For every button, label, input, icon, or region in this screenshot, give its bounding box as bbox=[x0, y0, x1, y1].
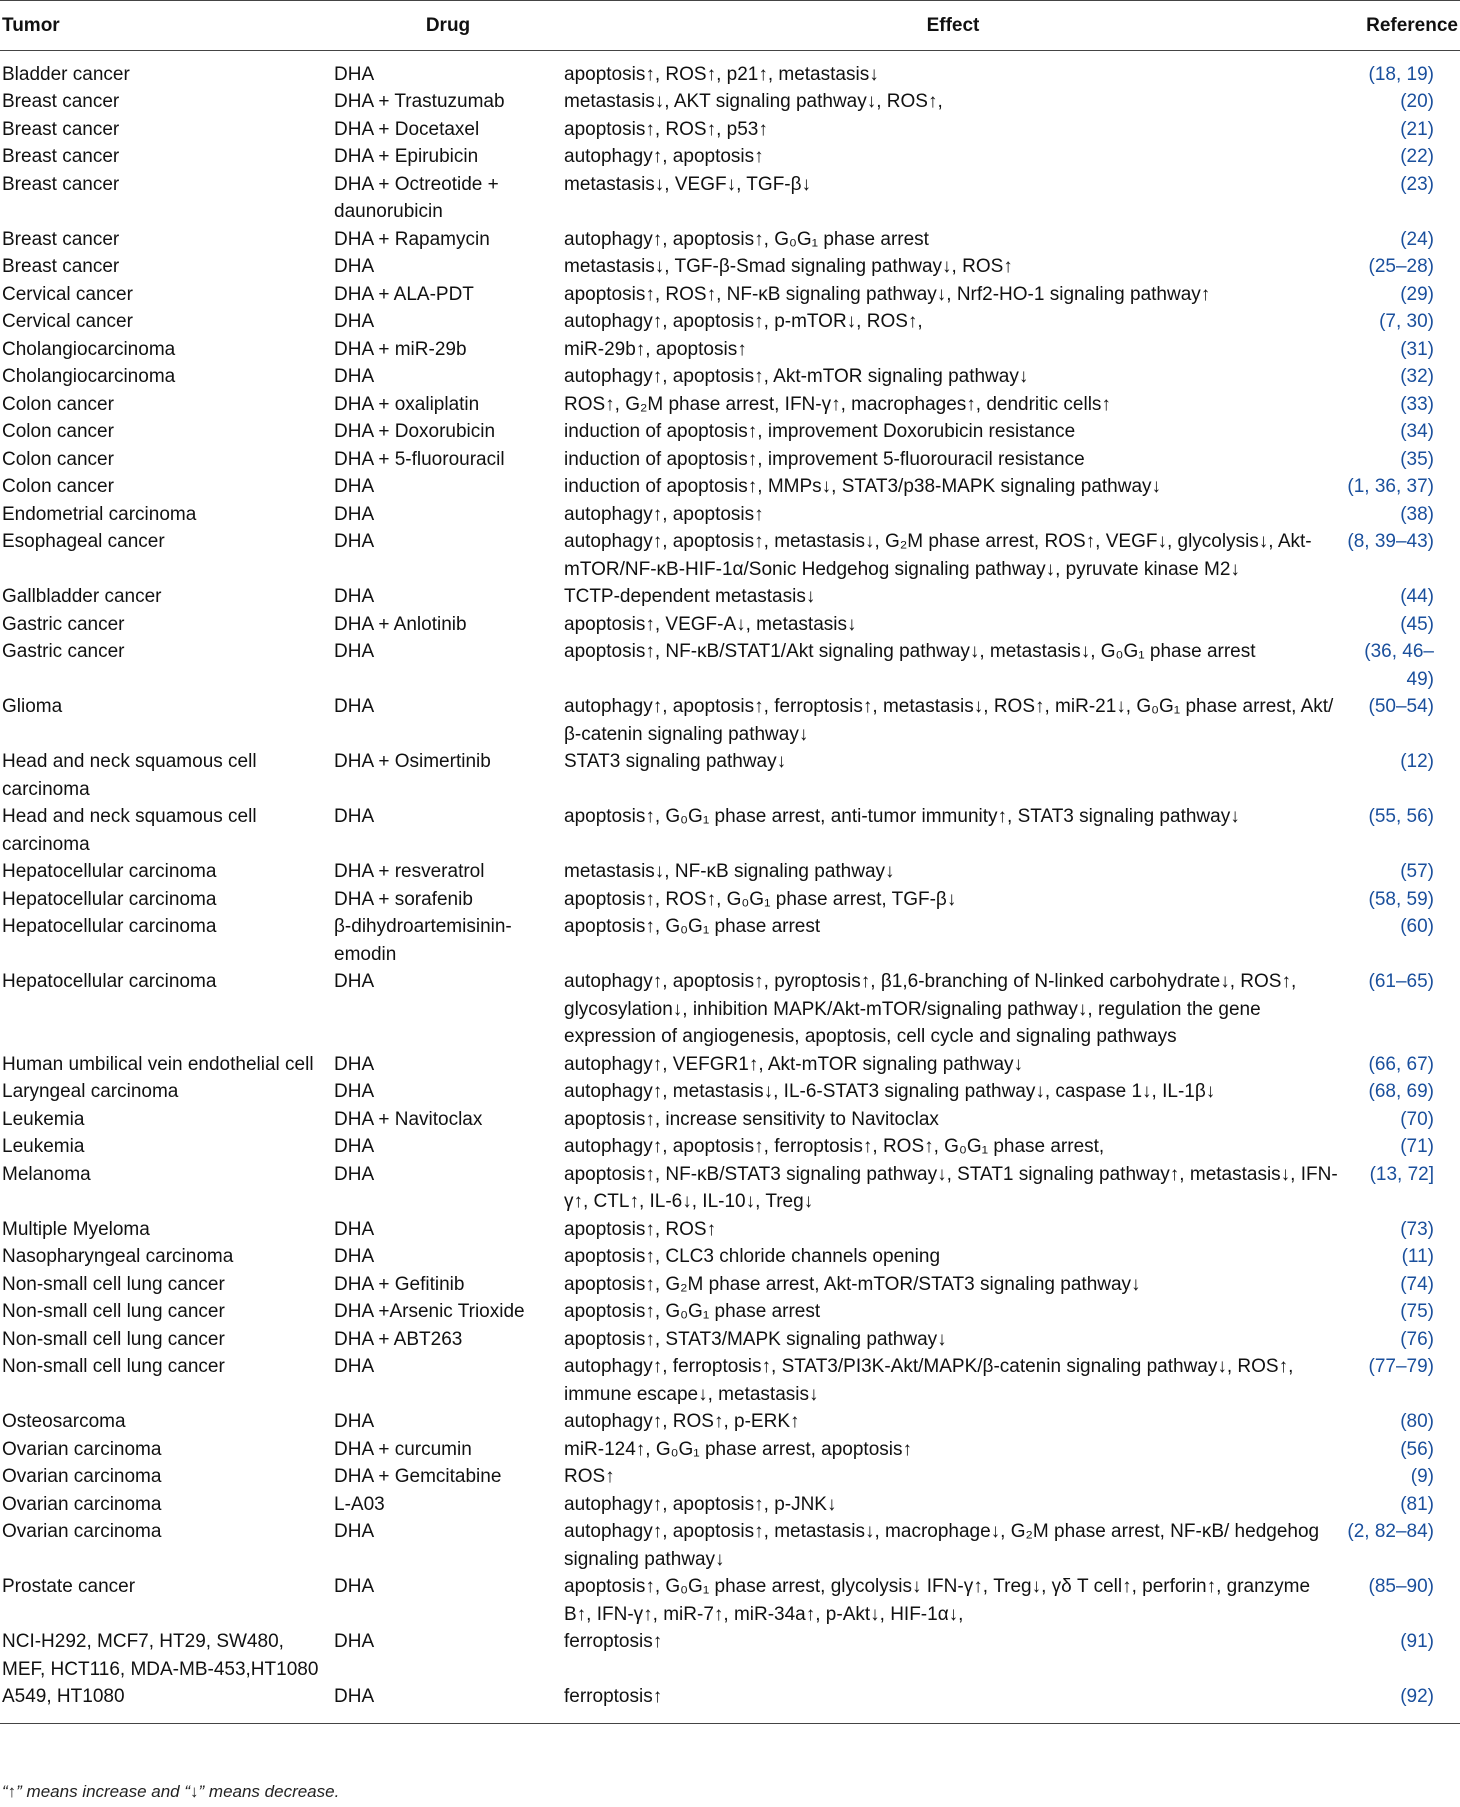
cell-effect: apoptosis↑, G₂M phase arrest, Akt-mTOR/STAT3 signaling pathway↓ bbox=[564, 1273, 1141, 1295]
cell-drug: DHA + ABT263 bbox=[334, 1328, 463, 1350]
cell-effect: autophagy↑, apoptosis↑, pyroptosis↑, β1,6-branching of N-linked carbohydrate↓, ROS↑, glycosylation↓, inhibition MAPK/Akt-mTOR/signaling pathway↓, regulation the gene expression of angiogenesis, apoptosis, cell cycle and signaling pathways bbox=[564, 971, 1297, 1047]
table-row bbox=[0, 1573, 1460, 1628]
cell-reference: (73) bbox=[1400, 1218, 1434, 1240]
cell-tumor: Ovarian carcinoma bbox=[2, 1438, 162, 1460]
cell-reference: (23) bbox=[1400, 173, 1434, 195]
cell-effect: miR-29b↑, apoptosis↑ bbox=[564, 338, 747, 360]
table-body bbox=[0, 50, 1460, 1723]
cell-tumor: Cervical cancer bbox=[2, 311, 133, 332]
cell-drug: DHA +Arsenic Trioxide bbox=[334, 1301, 525, 1322]
cell-drug: DHA + Docetaxel bbox=[334, 118, 480, 140]
table-row bbox=[0, 1216, 1460, 1244]
cell-reference: (74) bbox=[1400, 1273, 1434, 1295]
cell-reference: (75) bbox=[1400, 1301, 1434, 1322]
cell-drug: DHA + resveratrol bbox=[334, 861, 485, 882]
table-row bbox=[0, 1518, 1460, 1573]
cell-effect: autophagy↑, apoptosis↑, p-JNK↓ bbox=[564, 1493, 837, 1515]
cell-drug: DHA bbox=[334, 1576, 375, 1597]
table-row bbox=[0, 1326, 1460, 1354]
cell-tumor: Human umbilical vein endothelial cell bbox=[2, 1053, 314, 1075]
cell-drug: DHA bbox=[334, 1521, 375, 1542]
table-row bbox=[0, 446, 1460, 474]
cell-tumor: Bladder cancer bbox=[2, 63, 130, 85]
table-row bbox=[0, 143, 1460, 171]
cell-reference: (25–28) bbox=[1368, 256, 1434, 277]
cell-effect: autophagy↑, VEFGR1↑, Akt-mTOR signaling pathway↓ bbox=[564, 1053, 1024, 1075]
cell-reference: (34) bbox=[1400, 421, 1434, 442]
cell-effect: apoptosis↑, G₀G₁ phase arrest, glycolysis↓ IFN-γ↑, Treg↓, γδ T cell↑, perforin↑, granzyme B↑, IFN-γ↑, miR-7↑, miR-34a↑, p-Akt↓, HIF-1α↓, bbox=[564, 1576, 1311, 1625]
table-row bbox=[0, 1683, 1460, 1723]
header-drug: Drug bbox=[332, 1, 562, 51]
table-row bbox=[0, 50, 1460, 88]
cell-effect: autophagy↑, ROS↑, p-ERK↑ bbox=[564, 1411, 800, 1432]
cell-tumor: Hepatocellular carcinoma bbox=[2, 916, 217, 937]
cell-drug: DHA + Rapamycin bbox=[334, 228, 490, 250]
cell-reference: (8, 39–43) bbox=[1347, 531, 1434, 552]
cell-effect: induction of apoptosis↑, improvement Doxorubicin resistance bbox=[564, 421, 1076, 442]
cell-effect: apoptosis↑, NF-κB/STAT1/Akt signaling pathway↓, metastasis↓, G₀G₁ phase arrest bbox=[564, 641, 1256, 662]
table-row bbox=[0, 1161, 1460, 1216]
cell-tumor: Melanoma bbox=[2, 1163, 91, 1185]
table-row bbox=[0, 1078, 1460, 1106]
cell-drug: DHA bbox=[334, 531, 375, 552]
cell-effect: metastasis↓, AKT signaling pathway↓, ROS↑, bbox=[564, 91, 943, 112]
cell-reference: (70) bbox=[1400, 1108, 1434, 1130]
cell-reference: (13, 72] bbox=[1369, 1163, 1434, 1185]
table-row bbox=[0, 748, 1460, 803]
table-row bbox=[0, 1628, 1460, 1683]
cell-reference: (22) bbox=[1400, 146, 1434, 167]
cell-reference: (85–90) bbox=[1368, 1576, 1434, 1597]
cell-reference: (68, 69) bbox=[1368, 1081, 1434, 1102]
cell-reference: (92) bbox=[1342, 1683, 1460, 1723]
cell-tumor: Breast cancer bbox=[2, 91, 120, 112]
cell-reference: (35) bbox=[1400, 448, 1434, 470]
cell-reference: (60) bbox=[1400, 916, 1434, 937]
cell-effect: autophagy↑, apoptosis↑, metastasis↓, G₂M phase arrest, ROS↑, VEGF↓, glycolysis↓, Akt-mTOR/NF-κB-HIF-1α/Sonic Hedgehog signaling pathway↓, pyruvate kinase M2↓ bbox=[564, 531, 1312, 580]
cell-tumor: Ovarian carcinoma bbox=[2, 1521, 162, 1542]
cell-drug: DHA bbox=[334, 1631, 375, 1652]
cell-tumor: Gastric cancer bbox=[2, 641, 125, 662]
cell-drug: DHA + Anlotinib bbox=[334, 613, 467, 635]
cell-effect: apoptosis↑, ROS↑, p21↑, metastasis↓ bbox=[564, 63, 879, 85]
cell-effect: apoptosis↑, G₀G₁ phase arrest bbox=[564, 1301, 821, 1322]
cell-reference: (91) bbox=[1400, 1631, 1434, 1652]
cell-tumor: Hepatocellular carcinoma bbox=[2, 971, 217, 992]
cell-tumor: Multiple Myeloma bbox=[2, 1218, 150, 1240]
cell-drug: DHA bbox=[334, 1163, 375, 1185]
cell-effect: autophagy↑, apoptosis↑, Akt-mTOR signaling pathway↓ bbox=[564, 366, 1029, 387]
header-row bbox=[0, 1, 1460, 51]
table-row bbox=[0, 391, 1460, 419]
cell-drug: DHA + Octreotide + daunorubicin bbox=[334, 173, 499, 222]
cell-drug: DHA bbox=[334, 696, 375, 717]
cell-tumor: Ovarian carcinoma bbox=[2, 1466, 162, 1487]
cell-drug: DHA + Osimertinib bbox=[334, 751, 491, 772]
cell-drug: DHA bbox=[334, 641, 375, 662]
cell-effect: apoptosis↑, CLC3 chloride channels opening bbox=[564, 1246, 941, 1267]
cell-reference: (56) bbox=[1400, 1438, 1434, 1460]
cell-reference: (7, 30) bbox=[1379, 311, 1434, 332]
cell-reference: (29) bbox=[1400, 283, 1434, 305]
cell-tumor: Gastric cancer bbox=[2, 613, 125, 635]
cell-tumor: Colon cancer bbox=[2, 393, 114, 415]
cell-effect: autophagy↑, apoptosis↑, p-mTOR↓, ROS↑, bbox=[564, 311, 923, 332]
table-row bbox=[0, 1051, 1460, 1079]
cell-tumor: Colon cancer bbox=[2, 476, 114, 497]
table-row bbox=[0, 1353, 1460, 1408]
table-row bbox=[0, 1491, 1460, 1519]
table-header bbox=[0, 1, 1460, 51]
cell-drug: DHA bbox=[334, 1411, 375, 1432]
cell-tumor: Laryngeal carcinoma bbox=[2, 1081, 179, 1102]
cell-tumor: Leukemia bbox=[2, 1108, 85, 1130]
cell-reference: (12) bbox=[1400, 751, 1434, 772]
cell-effect: ferroptosis↑ bbox=[562, 1683, 1342, 1723]
cell-reference: (71) bbox=[1400, 1136, 1434, 1157]
cell-drug: DHA + sorafenib bbox=[334, 888, 473, 910]
table-row bbox=[0, 611, 1460, 639]
cell-drug: DHA + 5-fluorouracil bbox=[334, 448, 505, 470]
table-row bbox=[0, 913, 1460, 968]
cell-tumor: Endometrial carcinoma bbox=[2, 503, 197, 525]
table-row bbox=[0, 886, 1460, 914]
cell-drug: DHA bbox=[334, 1053, 375, 1075]
cell-tumor: Breast cancer bbox=[2, 118, 120, 140]
cell-tumor: Non-small cell lung cancer bbox=[2, 1328, 225, 1350]
cell-drug: DHA bbox=[334, 1218, 375, 1240]
table-row bbox=[0, 1106, 1460, 1134]
cell-tumor: Prostate cancer bbox=[2, 1576, 136, 1597]
cell-reference: (20) bbox=[1400, 91, 1434, 112]
cell-tumor: Non-small cell lung cancer bbox=[2, 1356, 225, 1377]
cell-tumor: Breast cancer bbox=[2, 146, 120, 167]
cell-drug: DHA + curcumin bbox=[334, 1438, 472, 1460]
cell-effect: induction of apoptosis↑, improvement 5-fluorouracil resistance bbox=[564, 448, 1085, 470]
table-row bbox=[0, 638, 1460, 693]
cell-effect: induction of apoptosis↑, MMPs↓, STAT3/p38-MAPK signaling pathway↓ bbox=[564, 476, 1162, 497]
table-row bbox=[0, 336, 1460, 364]
cell-drug: DHA bbox=[332, 1683, 562, 1723]
cell-effect: autophagy↑, metastasis↓, IL-6-STAT3 signaling pathway↓, caspase 1↓, IL-1β↓ bbox=[564, 1081, 1216, 1102]
cell-effect: autophagy↑, apoptosis↑, ferroptosis↑, ROS↑, G₀G₁ phase arrest, bbox=[564, 1136, 1105, 1157]
table-row bbox=[0, 693, 1460, 748]
cell-drug: DHA + Epirubicin bbox=[334, 146, 479, 167]
cell-drug: DHA bbox=[334, 1246, 375, 1267]
table-row bbox=[0, 501, 1460, 529]
cell-effect: metastasis↓, TGF-β-Smad signaling pathway↓, ROS↑ bbox=[564, 256, 1013, 277]
cell-drug: DHA bbox=[334, 971, 375, 992]
cell-tumor: Hepatocellular carcinoma bbox=[2, 861, 217, 882]
cell-drug: β-dihydroartemisinin-emodin bbox=[334, 916, 512, 965]
cell-effect: apoptosis↑, ROS↑, NF-κB signaling pathway↓, Nrf2-HO-1 signaling pathway↑ bbox=[564, 283, 1211, 305]
cell-tumor: Nasopharyngeal carcinoma bbox=[2, 1246, 234, 1267]
cell-effect: apoptosis↑, increase sensitivity to Navitoclax bbox=[564, 1108, 939, 1130]
cell-drug: DHA bbox=[334, 366, 375, 387]
cell-drug: DHA + Doxorubicin bbox=[334, 421, 496, 442]
cell-reference: (36, 46–49) bbox=[1364, 641, 1434, 690]
cell-effect: ferroptosis↑ bbox=[564, 1631, 663, 1652]
cell-effect: ROS↑ bbox=[564, 1466, 615, 1487]
table-row bbox=[0, 528, 1460, 583]
cell-drug: DHA bbox=[334, 1356, 375, 1377]
cell-tumor: Colon cancer bbox=[2, 448, 114, 470]
cell-effect: apoptosis↑, ROS↑, G₀G₁ phase arrest, TGF-β↓ bbox=[564, 888, 957, 910]
cell-drug: DHA bbox=[334, 503, 375, 525]
cell-effect: metastasis↓, VEGF↓, TGF-β↓ bbox=[564, 173, 812, 195]
cell-tumor: Colon cancer bbox=[2, 421, 114, 442]
cell-reference: (57) bbox=[1400, 861, 1434, 882]
cell-reference: (31) bbox=[1400, 338, 1434, 360]
table-row bbox=[0, 171, 1460, 226]
cell-reference: (32) bbox=[1400, 366, 1434, 387]
table-footnote: “↑” means increase and “↓” means decrease. bbox=[2, 1782, 340, 1801]
cell-tumor: Leukemia bbox=[2, 1136, 85, 1157]
cell-reference: (77–79) bbox=[1368, 1356, 1434, 1377]
cell-reference: (21) bbox=[1400, 118, 1434, 140]
cell-effect: autophagy↑, apoptosis↑, G₀G₁ phase arrest bbox=[564, 228, 929, 250]
cell-reference: (44) bbox=[1400, 586, 1434, 607]
cell-tumor: Breast cancer bbox=[2, 228, 120, 250]
cell-tumor: Non-small cell lung cancer bbox=[2, 1273, 225, 1295]
table-row bbox=[0, 1408, 1460, 1436]
cell-reference: (58, 59) bbox=[1368, 888, 1434, 910]
cell-tumor: A549, HT1080 bbox=[0, 1683, 332, 1723]
cell-drug: DHA + ALA-PDT bbox=[334, 283, 474, 305]
cell-tumor: Hepatocellular carcinoma bbox=[2, 888, 217, 910]
table-row bbox=[0, 858, 1460, 886]
cell-drug: DHA bbox=[334, 1136, 375, 1157]
cell-reference: (81) bbox=[1400, 1493, 1434, 1515]
table-row bbox=[0, 583, 1460, 611]
table-row bbox=[0, 226, 1460, 254]
cell-effect: apoptosis↑, ROS↑ bbox=[564, 1218, 717, 1240]
table-row bbox=[0, 1436, 1460, 1464]
cell-effect: apoptosis↑, G₀G₁ phase arrest bbox=[564, 916, 821, 937]
cell-effect: apoptosis↑, G₀G₁ phase arrest, anti-tumor immunity↑, STAT3 signaling pathway↓ bbox=[564, 806, 1240, 827]
cell-drug: DHA bbox=[334, 806, 375, 827]
cell-reference: (55, 56) bbox=[1368, 806, 1434, 827]
cell-effect: autophagy↑, apoptosis↑, ferroptosis↑, metastasis↓, ROS↑, miR-21↓, G₀G₁ phase arrest, Akt/β-catenin signaling pathway↓ bbox=[564, 696, 1334, 745]
cell-drug: DHA + oxaliplatin bbox=[334, 393, 480, 415]
cell-drug: DHA + Gefitinib bbox=[334, 1273, 465, 1295]
table-row bbox=[0, 803, 1460, 858]
table-row bbox=[0, 88, 1460, 116]
cell-reference: (33) bbox=[1400, 393, 1434, 415]
cell-effect: STAT3 signaling pathway↓ bbox=[564, 751, 787, 772]
cell-reference: (61–65) bbox=[1368, 971, 1434, 992]
header-effect: Effect bbox=[562, 1, 1342, 51]
header-reference: Reference bbox=[1342, 1, 1460, 51]
cell-drug: DHA bbox=[334, 586, 375, 607]
cell-drug: DHA bbox=[334, 311, 375, 332]
cell-drug: L-A03 bbox=[334, 1493, 385, 1515]
cell-tumor: Breast cancer bbox=[2, 173, 120, 195]
table-row bbox=[0, 281, 1460, 309]
cell-effect: autophagy↑, apoptosis↑, metastasis↓, macrophage↓, G₂M phase arrest, NF-κB/ hedgehog signaling pathway↓ bbox=[564, 1521, 1320, 1570]
cell-tumor: Head and neck squamous cell carcinoma bbox=[2, 806, 257, 855]
table-row bbox=[0, 363, 1460, 391]
cell-drug: DHA + Trastuzumab bbox=[334, 91, 505, 112]
table-row bbox=[0, 968, 1460, 1051]
cell-effect: apoptosis↑, NF-κB/STAT3 signaling pathway↓, STAT1 signaling pathway↑, metastasis↓, IFN-γ↑, CTL↑, IL-6↓, IL-10↓, Treg↓ bbox=[564, 1163, 1338, 1212]
cell-reference: (50–54) bbox=[1368, 696, 1434, 717]
cell-drug: DHA bbox=[334, 476, 375, 497]
cell-tumor: Cholangiocarcinoma bbox=[2, 366, 176, 387]
table-row bbox=[0, 1298, 1460, 1326]
cell-reference: (24) bbox=[1400, 228, 1434, 250]
cell-effect: TCTP-dependent metastasis↓ bbox=[564, 586, 816, 607]
cell-drug: DHA + miR-29b bbox=[334, 338, 467, 360]
cell-effect: miR-124↑, G₀G₁ phase arrest, apoptosis↑ bbox=[564, 1438, 912, 1460]
cell-tumor: NCI-H292, MCF7, HT29, SW480, MEF, HCT116, MDA-MB-453,HT1080 bbox=[2, 1631, 319, 1680]
cell-reference: (80) bbox=[1400, 1411, 1434, 1432]
cell-reference: (45) bbox=[1400, 613, 1434, 635]
cell-drug: DHA bbox=[334, 63, 375, 85]
cell-effect: apoptosis↑, ROS↑, p53↑ bbox=[564, 118, 768, 140]
cell-effect: autophagy↑, ferroptosis↑, STAT3/PI3K-Akt/MAPK/β-catenin signaling pathway↓, ROS↑, immune escape↓, metastasis↓ bbox=[564, 1356, 1294, 1405]
cell-drug: DHA + Navitoclax bbox=[334, 1108, 483, 1130]
cell-reference: (76) bbox=[1400, 1328, 1434, 1350]
cell-effect: apoptosis↑, VEGF-A↓, metastasis↓ bbox=[564, 613, 857, 635]
cell-tumor: Non-small cell lung cancer bbox=[2, 1301, 225, 1322]
table-row bbox=[0, 116, 1460, 144]
cell-effect: ROS↑, G₂M phase arrest, IFN-γ↑, macrophages↑, dendritic cells↑ bbox=[564, 393, 1111, 415]
cell-tumor: Ovarian carcinoma bbox=[2, 1493, 162, 1515]
cell-drug: DHA bbox=[334, 256, 375, 277]
cell-tumor: Cholangiocarcinoma bbox=[2, 338, 176, 360]
table-row bbox=[0, 308, 1460, 336]
table-row bbox=[0, 1463, 1460, 1491]
header-tumor: Tumor bbox=[0, 1, 332, 51]
cell-tumor: Cervical cancer bbox=[2, 283, 133, 305]
table-row bbox=[0, 473, 1460, 501]
table-row bbox=[0, 418, 1460, 446]
table-row bbox=[0, 253, 1460, 281]
cell-tumor: Esophageal cancer bbox=[2, 531, 165, 552]
cell-drug: DHA + Gemcitabine bbox=[334, 1466, 502, 1487]
cell-reference: (11) bbox=[1401, 1246, 1434, 1267]
cell-reference: (1, 36, 37) bbox=[1347, 476, 1434, 497]
table-row bbox=[0, 1271, 1460, 1299]
cell-tumor: Gallbladder cancer bbox=[2, 586, 162, 607]
cell-reference: (2, 82–84) bbox=[1347, 1521, 1434, 1542]
cell-reference: (9) bbox=[1410, 1466, 1434, 1487]
table-row bbox=[0, 1133, 1460, 1161]
cell-effect: apoptosis↑, STAT3/MAPK signaling pathway↓ bbox=[564, 1328, 947, 1350]
cell-effect: autophagy↑, apoptosis↑ bbox=[564, 503, 764, 525]
cell-effect: metastasis↓, NF-κB signaling pathway↓ bbox=[564, 861, 895, 882]
cell-drug: DHA bbox=[334, 1081, 375, 1102]
cell-tumor: Head and neck squamous cell carcinoma bbox=[2, 751, 257, 800]
cell-reference: (66, 67) bbox=[1368, 1053, 1434, 1075]
cell-tumor: Breast cancer bbox=[2, 256, 120, 277]
cell-effect: autophagy↑, apoptosis↑ bbox=[564, 146, 764, 167]
cell-reference: (38) bbox=[1400, 503, 1434, 525]
cell-tumor: Glioma bbox=[2, 696, 63, 717]
table-row bbox=[0, 1243, 1460, 1271]
cell-tumor: Osteosarcoma bbox=[2, 1411, 126, 1432]
cell-reference: (18, 19) bbox=[1368, 63, 1434, 85]
